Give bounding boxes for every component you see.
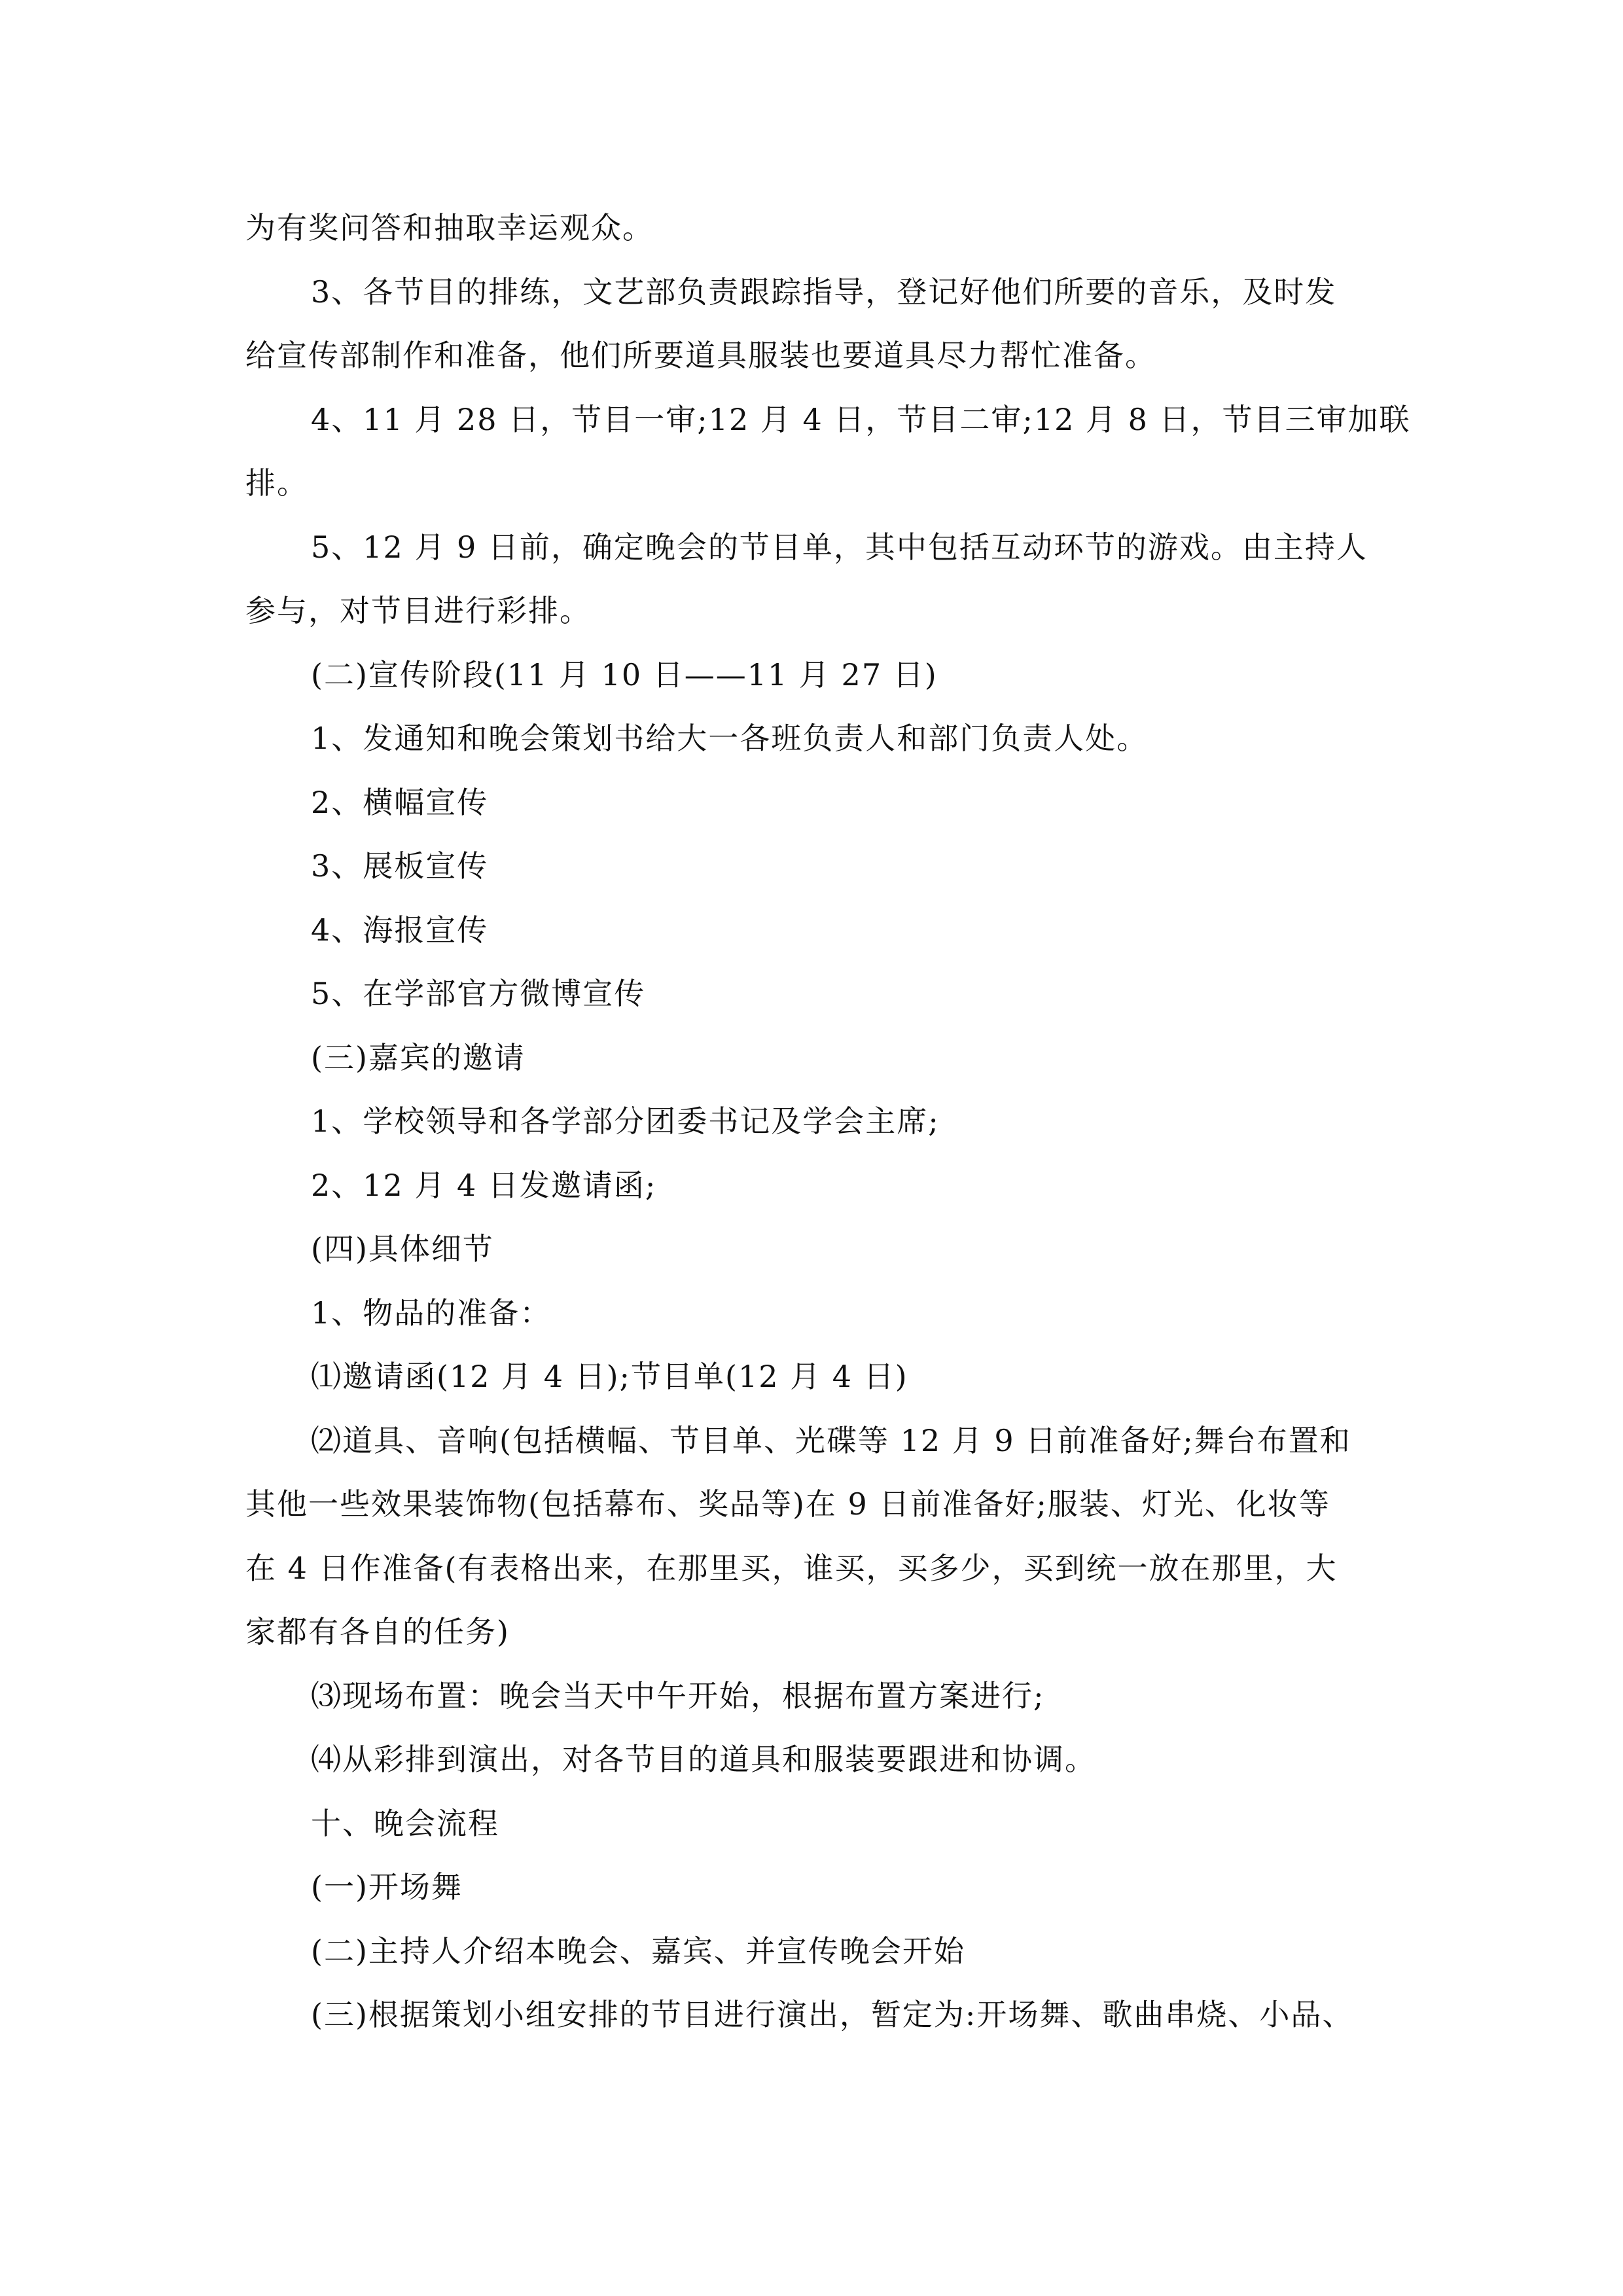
paragraph-line: 2、横幅宣传 [311,784,489,820]
paragraph-line: (三)嘉宾的邀请 [311,1039,526,1075]
paragraph-line: (一)开场舞 [311,1869,463,1905]
paragraph-line: (三)根据策划小组安排的节目进行演出，暂定为:开场舞、歌曲串烧、小品、 [311,1997,1354,2032]
paragraph-line: (二)主持人介绍本晚会、嘉宾、并宣传晚会开始 [311,1933,965,1969]
paragraph-line: 其他一些效果装饰物(包括幕布、奖品等)在 9 日前准备好;服装、灯光、化妆等 [245,1486,1330,1522]
paragraph-line: 5、12 月 9 日前，确定晚会的节目单，其中包括互动环节的游戏。由主持人 [311,529,1368,565]
paragraph-line: 3、各节目的排练，文艺部负责跟踪指导，登记好他们所要的音乐，及时发 [311,274,1337,310]
paragraph-line: (四)具体细节 [311,1231,494,1266]
paragraph-line: 家都有各自的任务) [245,1614,510,1649]
paragraph-line: 在 4 日作准备(有表格出来，在那里买，谁买，买多少，买到统一放在那里，大 [245,1550,1338,1586]
paragraph-line: 排。 [245,465,308,501]
paragraph-line: 4、11 月 28 日，节目一审;12 月 4 日，节目二审;12 月 8 日，节目三审加联 [311,401,1411,437]
document-page [245,196,1411,2047]
paragraph-line: 1、学校领导和各学部分团委书记及学会主席; [311,1103,940,1139]
paragraph-line: 1、发通知和晚会策划书给大一各班负责人和部门负责人处。 [311,721,1149,756]
paragraph-line: 5、在学部官方微博宣传 [311,976,646,1011]
paragraph-line: 给宣传部制作和准备，他们所要道具服装也要道具尽力帮忙准备。 [245,338,1156,373]
paragraph-line: 十、晚会流程 [311,1805,499,1841]
paragraph-line: ⑷从彩排到演出，对各节目的道具和服装要跟进和协调。 [311,1742,1096,1777]
paragraph-line: 3、展板宣传 [311,848,489,884]
paragraph-line: (二)宣传阶段(11 月 10 日——11 月 27 日) [311,656,938,692]
paragraph-line: ⑵道具、音响(包括横幅、节目单、光碟等 12 月 9 日前准备好;舞台布置和 [311,1422,1351,1458]
paragraph-line: ⑶现场布置：晚会当天中午开始，根据布置方案进行; [311,1677,1045,1713]
paragraph-line: 4、海报宣传 [311,912,489,948]
paragraph-line: ⑴邀请函(12 月 4 日);节目单(12 月 4 日) [311,1359,908,1394]
paragraph-line: 参与，对节目进行彩排。 [245,593,591,628]
paragraph-line: 为有奖问答和抽取幸运观众。 [245,210,654,245]
paragraph-line: 2、12 月 4 日发邀请函; [311,1167,657,1203]
paragraph-line: 1、物品的准备： [311,1295,552,1331]
